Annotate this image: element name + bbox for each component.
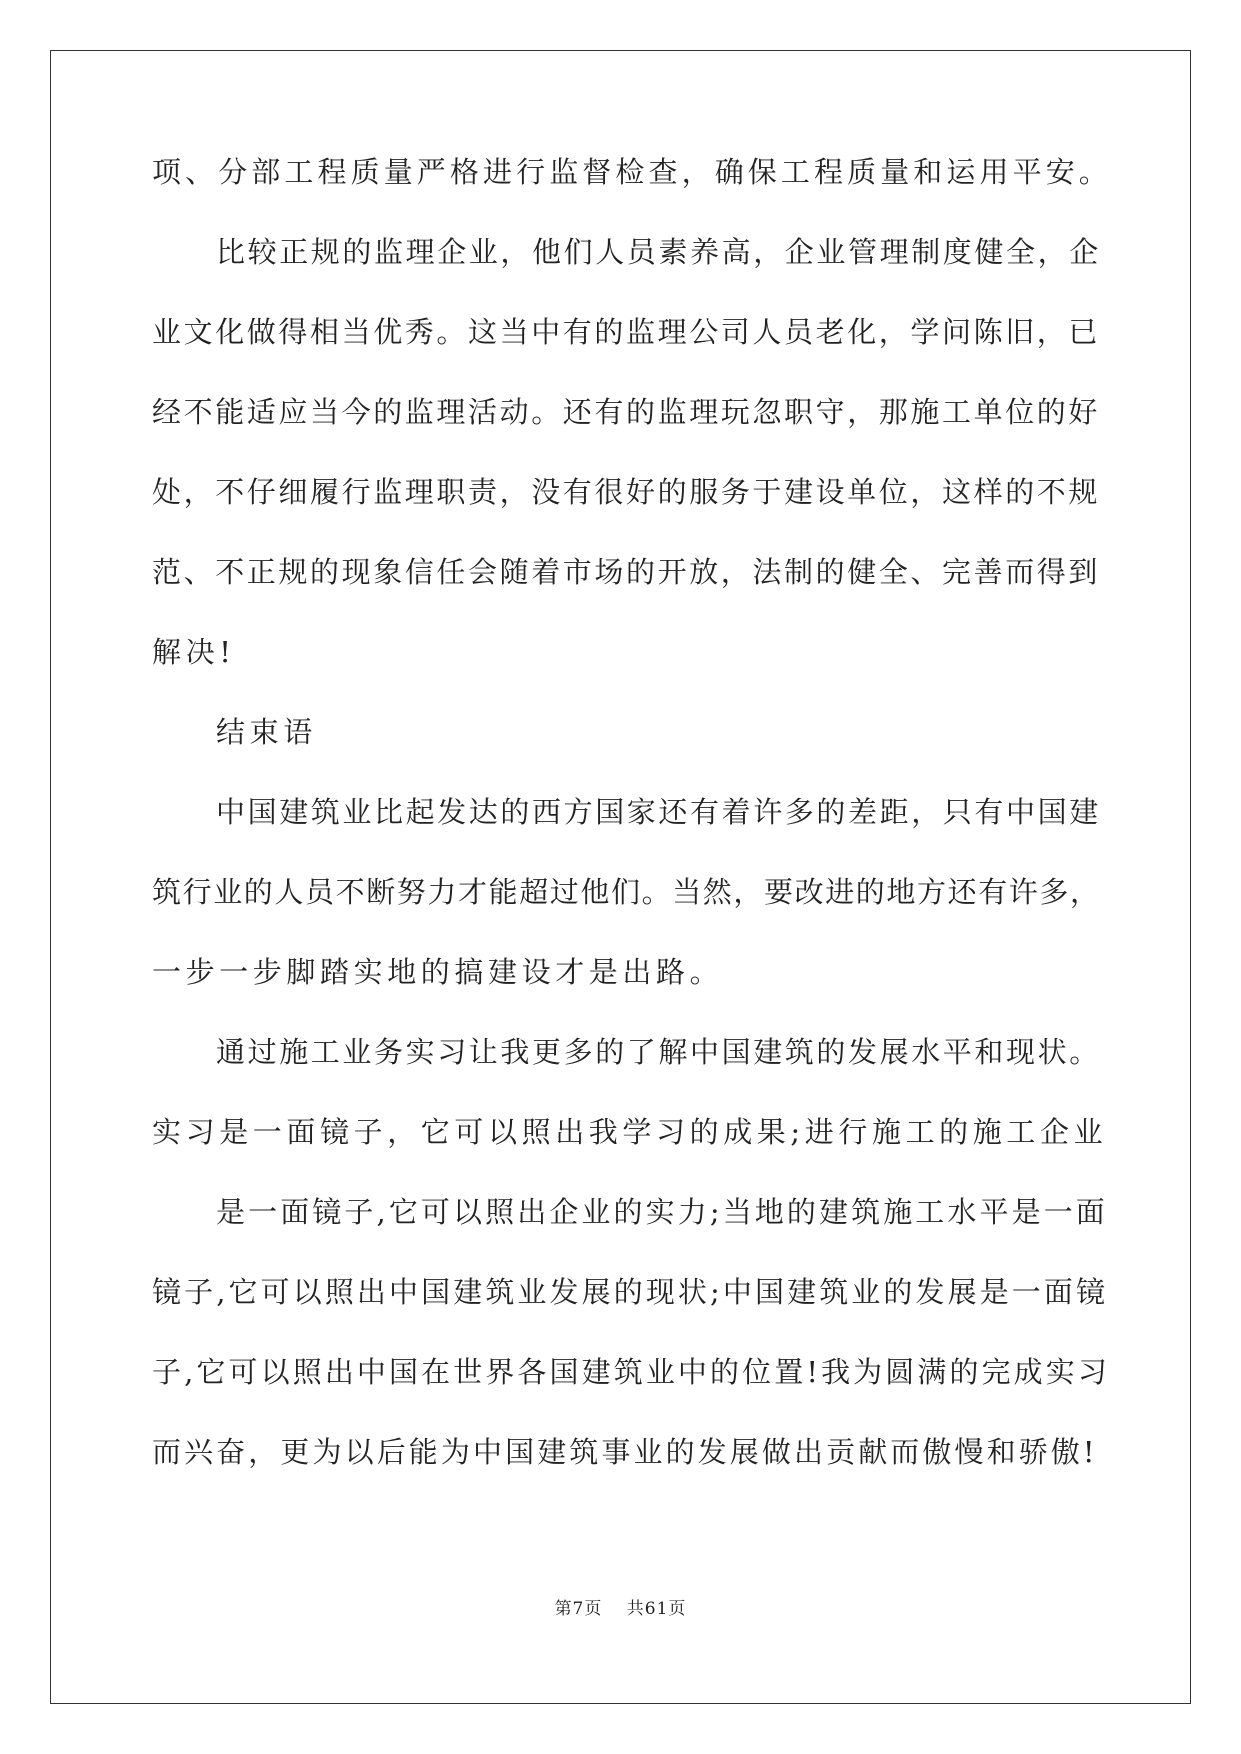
- text-line-14: 是一面镜子,它可以照出企业的实力;当地的建筑施工水平是一面: [216, 1195, 1108, 1229]
- text-line-4: 经不能适应当今的监理活动。还有的监理玩忽职守，那施工单位的好: [152, 395, 1101, 429]
- text-line-10: 筑行业的人员不断努力才能超过他们。当然，要改进的地方还有许多，: [152, 875, 1101, 909]
- text-line-13: 实习是一面镜子，它可以照出我学习的成果;进行施工的施工企业: [152, 1115, 1108, 1149]
- text-line-5: 处，不仔细履行监理职责，没有很好的服务于建设单位，这样的不规: [152, 475, 1101, 509]
- text-line-15: 镜子,它可以照出中国建筑业发展的现状;中国建筑业的发展是一面镜: [152, 1275, 1109, 1309]
- section-heading: 结束语: [216, 715, 317, 749]
- page-footer: [0, 1597, 1241, 1621]
- text-line-17: 而兴奋，更为以后能为中国建筑事业的发展做出贡献而傲慢和骄傲!: [152, 1435, 1098, 1469]
- text-line-2: 比较正规的监理企业，他们人员素养高，企业管理制度健全，企: [216, 235, 1101, 269]
- text-line-9: 中国建筑业比起发达的西方国家还有着许多的差距，只有中国建: [216, 795, 1101, 829]
- text-line-12: 通过施工业务实习让我更多的了解中国建筑的发展水平和现状。: [216, 1035, 1101, 1069]
- text-line-11: 一步一步脚踏实地的搞建设才是出路。: [152, 955, 724, 989]
- text-line-16: 子,它可以照出中国在世界各国建筑业中的位置!我为圆满的完成实习: [152, 1355, 1110, 1389]
- text-line-1: 项、分部工程质量严格进行监督检查，确保工程质量和运用平安。: [152, 155, 1112, 189]
- text-line-6: 范、不正规的现象信任会随着市场的开放，法制的健全、完善而得到: [152, 555, 1101, 589]
- page-total: 共61页: [626, 1599, 687, 1619]
- page-number: 第7页: [554, 1599, 603, 1619]
- text-line-7: 解决!: [152, 635, 236, 669]
- text-line-3: 业文化做得相当优秀。这当中有的监理公司人员老化，学问陈旧，已: [152, 315, 1101, 349]
